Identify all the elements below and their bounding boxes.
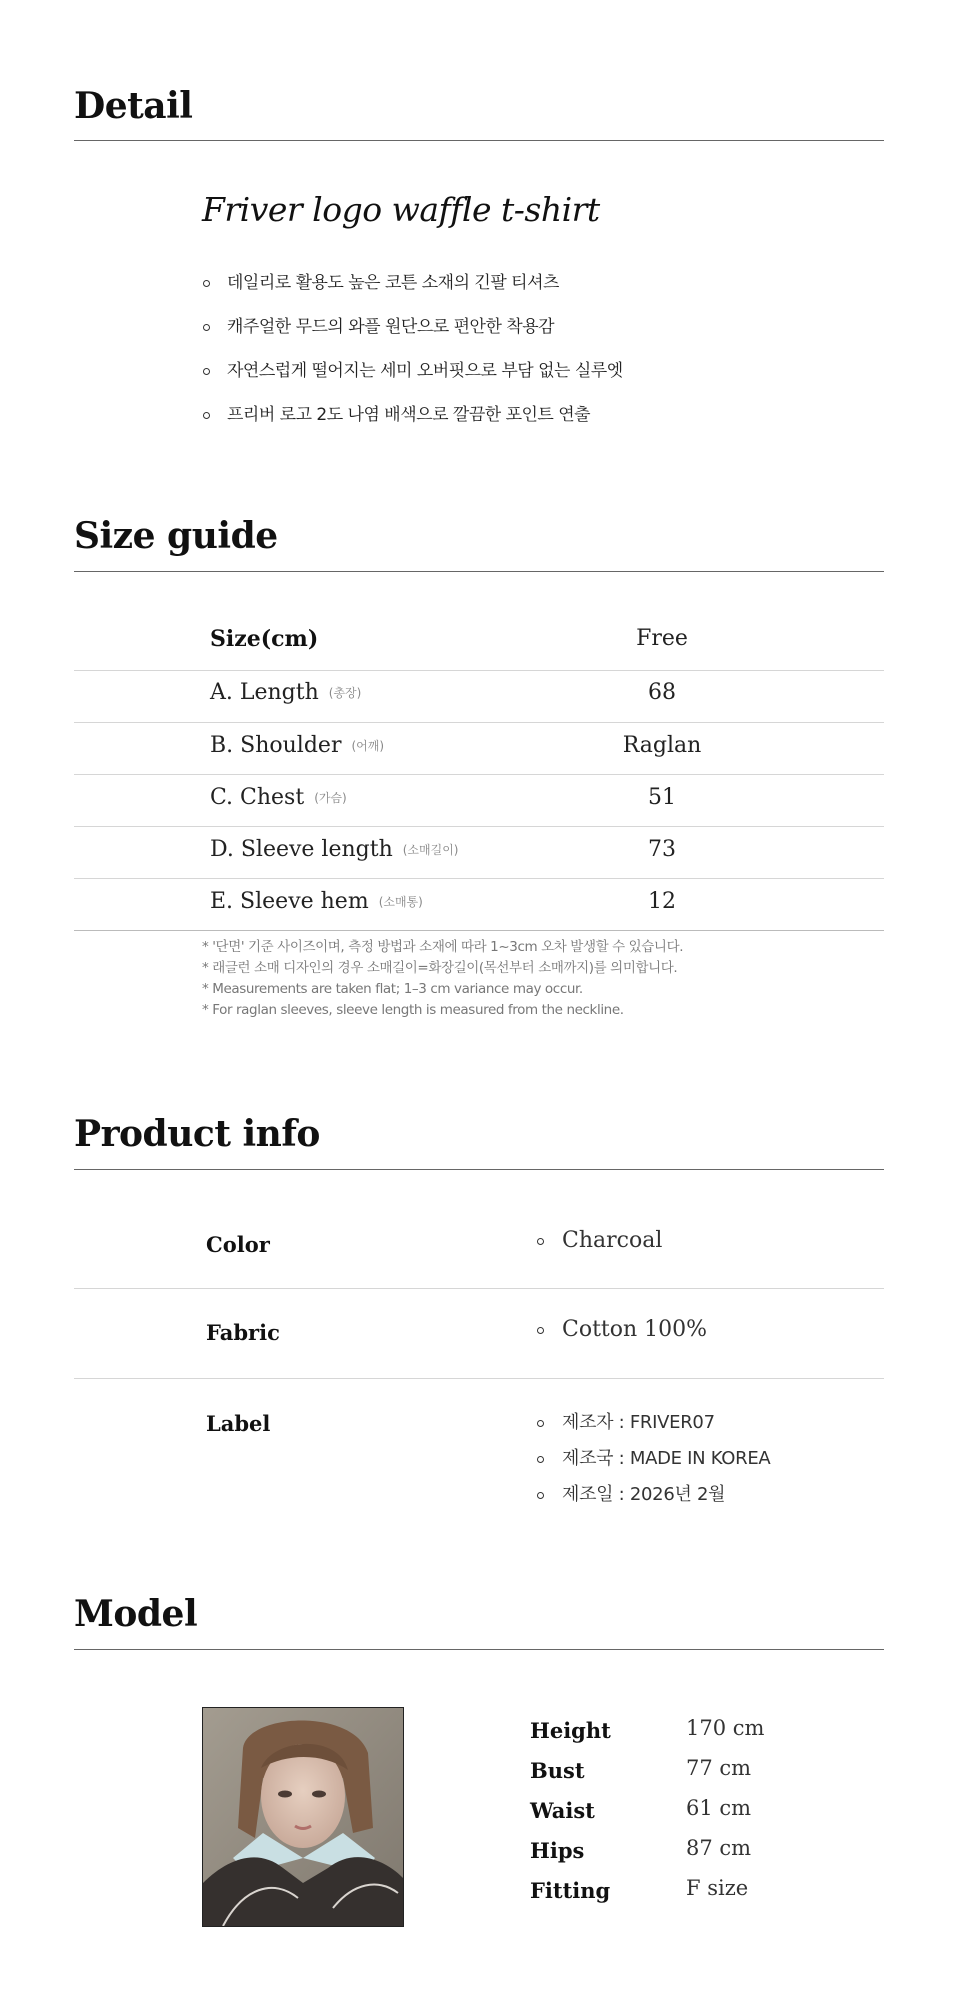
size-row-label xyxy=(210,787,347,809)
size-note: * 래글런 소매 디자인의 경우 소매길이=화장길이(목선부터 소매까지)를 의미합니다. xyxy=(202,960,678,976)
size-row-ko: (소매길이) xyxy=(402,843,459,857)
size-notes xyxy=(202,937,683,1021)
size-table-divider xyxy=(74,670,884,671)
size-row-value: 68 xyxy=(648,680,676,705)
size-row-label xyxy=(210,891,423,913)
size-row-name: D. Sleeve length xyxy=(210,837,393,862)
model-stat-value: 170 cm xyxy=(686,1716,765,1740)
product-info-divider xyxy=(74,1169,884,1170)
model-stat-value: 77 cm xyxy=(686,1756,752,1780)
model-title: Model xyxy=(74,1593,198,1635)
detail-bullet: 자연스럽게 떨어지는 세미 오버핏으로 부담 없는 실루엣 xyxy=(202,360,623,404)
fabric-label: Fabric xyxy=(206,1320,280,1345)
size-row-value: Raglan xyxy=(622,733,702,758)
model-stat-value: 61 cm xyxy=(686,1796,752,1820)
size-row-name: A. Length xyxy=(210,680,319,705)
size-table-divider xyxy=(74,878,884,879)
model-stat-label: Waist xyxy=(530,1798,595,1823)
size-table-divider xyxy=(74,930,884,931)
size-note: * '단면' 기준 사이즈이며, 측정 방법과 소재에 따라 1~3cm 오차 발생할 수 있습니다. xyxy=(202,939,684,955)
model-stat-label: Fitting xyxy=(530,1878,611,1903)
label-label: Label xyxy=(206,1411,271,1436)
size-guide-divider xyxy=(74,571,884,572)
size-guide-title: Size guide xyxy=(74,515,278,557)
product-info-title: Product info xyxy=(74,1113,320,1155)
size-row-name: C. Chest xyxy=(210,785,305,810)
size-table-divider xyxy=(74,722,884,723)
size-row-ko: (어깨) xyxy=(351,739,385,753)
model-divider xyxy=(74,1649,884,1650)
detail-bullet: 프리버 로고 2도 나염 배색으로 깔끔한 포인트 연출 xyxy=(202,404,623,448)
label-value: 제조국 : MADE IN KOREA xyxy=(535,1448,770,1484)
label-value-list xyxy=(535,1412,770,1520)
model-stat-label: Height xyxy=(530,1718,611,1743)
size-row-ko: (소매통) xyxy=(378,895,423,909)
label-value: 제조자 : FRIVER07 xyxy=(535,1412,770,1448)
model-stat-label: Bust xyxy=(530,1758,585,1783)
size-table-header-value: Free xyxy=(636,626,688,651)
model-stat-value: 87 cm xyxy=(686,1836,752,1860)
product-info-row-divider xyxy=(74,1288,884,1289)
size-note: * Measurements are taken flat; 1–3 cm variance may occur. xyxy=(202,981,583,997)
detail-bullet: 데일리로 활용도 높은 코튼 소재의 긴팔 티셔츠 xyxy=(202,272,623,316)
fabric-value-list xyxy=(535,1317,707,1343)
size-row-label xyxy=(210,839,458,861)
color-value: Charcoal xyxy=(535,1228,662,1254)
size-row-ko: (총장) xyxy=(328,686,362,700)
size-row-label xyxy=(210,682,361,704)
size-row-label xyxy=(210,735,384,757)
model-stat-label: Hips xyxy=(530,1838,585,1863)
size-row-value: 12 xyxy=(648,889,676,914)
size-table-header-label: Size(cm) xyxy=(210,626,319,652)
size-table-divider xyxy=(74,826,884,827)
product-info-row-divider xyxy=(74,1378,884,1379)
size-row-name: B. Shoulder xyxy=(210,733,342,758)
size-row-value: 73 xyxy=(648,837,676,862)
detail-divider xyxy=(74,140,884,141)
model-photo xyxy=(202,1707,404,1927)
size-row-name: E. Sleeve hem xyxy=(210,889,369,914)
size-row-value: 51 xyxy=(648,785,676,810)
model-stat-value: F size xyxy=(686,1876,749,1900)
fabric-value: Cotton 100% xyxy=(535,1317,707,1343)
size-table-divider xyxy=(74,774,884,775)
detail-bullet-list xyxy=(202,272,623,448)
color-label: Color xyxy=(206,1232,270,1257)
detail-title: Detail xyxy=(74,85,193,127)
size-row-ko: (가슴) xyxy=(314,791,347,805)
size-note: * For raglan sleeves, sleeve length is measured from the neckline. xyxy=(202,1002,624,1018)
detail-bullet: 캐주얼한 무드의 와플 원단으로 편안한 착용감 xyxy=(202,316,623,360)
color-value-list xyxy=(535,1228,662,1254)
label-value: 제조일 : 2026년 2월 xyxy=(535,1484,770,1520)
product-name: Friver logo waffle t-shirt xyxy=(202,190,600,229)
